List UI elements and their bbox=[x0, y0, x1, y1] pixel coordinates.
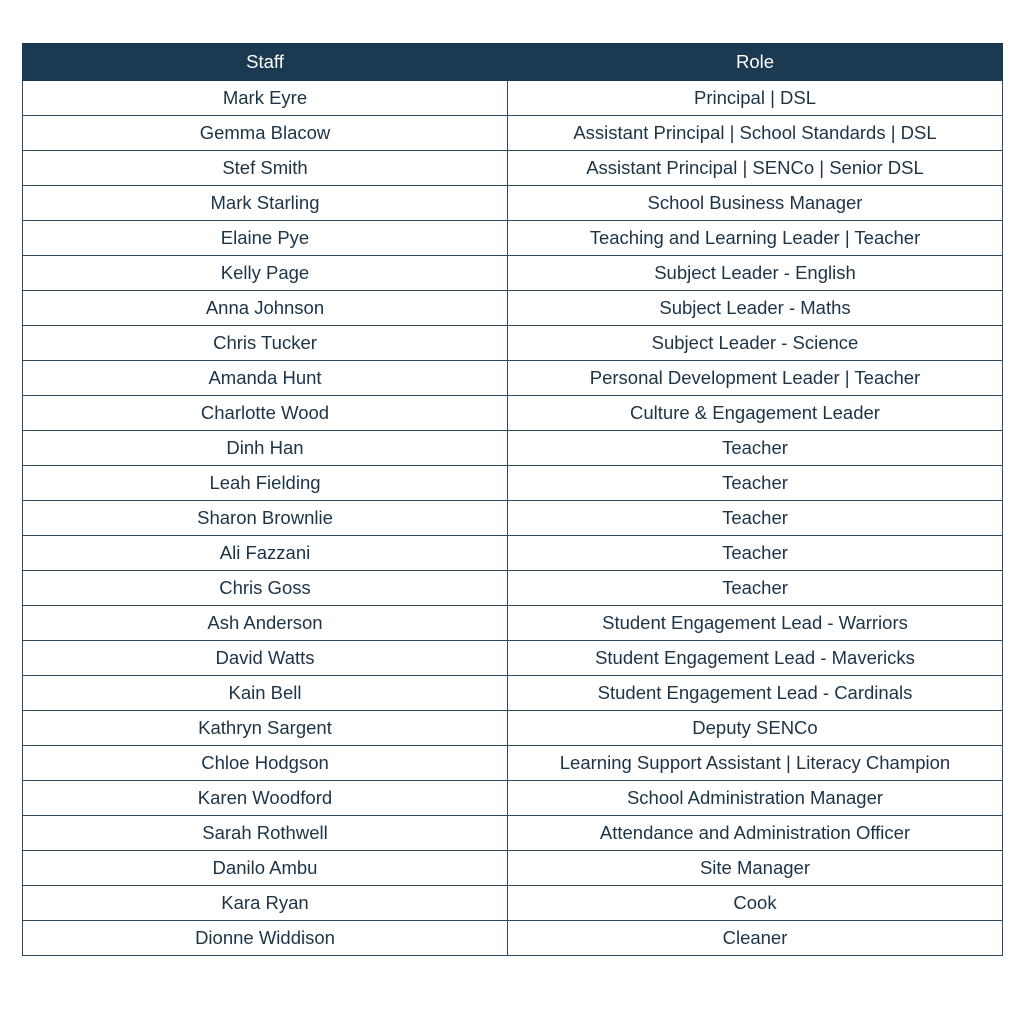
staff-name-cell: David Watts bbox=[23, 641, 508, 676]
role-cell: Subject Leader - Maths bbox=[508, 291, 1003, 326]
role-cell: Principal | DSL bbox=[508, 81, 1003, 116]
role-cell: Student Engagement Lead - Warriors bbox=[508, 606, 1003, 641]
role-cell: Student Engagement Lead - Cardinals bbox=[508, 676, 1003, 711]
table-row bbox=[23, 606, 1003, 641]
table-row bbox=[23, 746, 1003, 781]
staff-name-cell: Sarah Rothwell bbox=[23, 816, 508, 851]
table-row bbox=[23, 676, 1003, 711]
staff-name-cell: Kathryn Sargent bbox=[23, 711, 508, 746]
staff-name-cell: Chris Tucker bbox=[23, 326, 508, 361]
staff-name-cell: Ali Fazzani bbox=[23, 536, 508, 571]
staff-name-cell: Charlotte Wood bbox=[23, 396, 508, 431]
table-row bbox=[23, 326, 1003, 361]
staff-name-cell: Mark Eyre bbox=[23, 81, 508, 116]
staff-name-cell: Sharon Brownlie bbox=[23, 501, 508, 536]
role-cell: Deputy SENCo bbox=[508, 711, 1003, 746]
table-row bbox=[23, 851, 1003, 886]
table-row bbox=[23, 571, 1003, 606]
role-cell: Teacher bbox=[508, 571, 1003, 606]
role-cell: Personal Development Leader | Teacher bbox=[508, 361, 1003, 396]
staff-name-cell: Amanda Hunt bbox=[23, 361, 508, 396]
staff-name-cell: Chris Goss bbox=[23, 571, 508, 606]
role-cell: School Business Manager bbox=[508, 186, 1003, 221]
role-cell: Teaching and Learning Leader | Teacher bbox=[508, 221, 1003, 256]
staff-name-cell: Dinh Han bbox=[23, 431, 508, 466]
column-header-staff: Staff bbox=[23, 44, 508, 81]
role-cell: Subject Leader - Science bbox=[508, 326, 1003, 361]
role-cell: Assistant Principal | SENCo | Senior DSL bbox=[508, 151, 1003, 186]
staff-name-cell: Ash Anderson bbox=[23, 606, 508, 641]
staff-table bbox=[22, 43, 1003, 956]
table-row bbox=[23, 886, 1003, 921]
staff-name-cell: Elaine Pye bbox=[23, 221, 508, 256]
table-row bbox=[23, 816, 1003, 851]
role-cell: Teacher bbox=[508, 466, 1003, 501]
role-cell: Culture & Engagement Leader bbox=[508, 396, 1003, 431]
table-row bbox=[23, 641, 1003, 676]
header-row bbox=[23, 44, 1003, 81]
role-cell: Cook bbox=[508, 886, 1003, 921]
table-row bbox=[23, 81, 1003, 116]
table-row bbox=[23, 361, 1003, 396]
staff-name-cell: Chloe Hodgson bbox=[23, 746, 508, 781]
column-header-role: Role bbox=[508, 44, 1003, 81]
table-row bbox=[23, 921, 1003, 956]
table-row bbox=[23, 186, 1003, 221]
role-cell: Subject Leader - English bbox=[508, 256, 1003, 291]
staff-name-cell: Kara Ryan bbox=[23, 886, 508, 921]
role-cell: Teacher bbox=[508, 536, 1003, 571]
role-cell: Assistant Principal | School Standards | DSL bbox=[508, 116, 1003, 151]
staff-name-cell: Kain Bell bbox=[23, 676, 508, 711]
role-cell: Site Manager bbox=[508, 851, 1003, 886]
table-row bbox=[23, 501, 1003, 536]
role-cell: Attendance and Administration Officer bbox=[508, 816, 1003, 851]
table-header bbox=[23, 44, 1003, 81]
role-cell: Student Engagement Lead - Mavericks bbox=[508, 641, 1003, 676]
staff-name-cell: Dionne Widdison bbox=[23, 921, 508, 956]
staff-name-cell: Mark Starling bbox=[23, 186, 508, 221]
staff-name-cell: Karen Woodford bbox=[23, 781, 508, 816]
table-row bbox=[23, 711, 1003, 746]
table-body bbox=[23, 81, 1003, 956]
staff-name-cell: Danilo Ambu bbox=[23, 851, 508, 886]
table-row bbox=[23, 396, 1003, 431]
staff-name-cell: Gemma Blacow bbox=[23, 116, 508, 151]
table-row bbox=[23, 256, 1003, 291]
table-row bbox=[23, 221, 1003, 256]
role-cell: Learning Support Assistant | Literacy Champion bbox=[508, 746, 1003, 781]
staff-name-cell: Anna Johnson bbox=[23, 291, 508, 326]
role-cell: Cleaner bbox=[508, 921, 1003, 956]
table-row bbox=[23, 431, 1003, 466]
table-row bbox=[23, 466, 1003, 501]
role-cell: School Administration Manager bbox=[508, 781, 1003, 816]
table-row bbox=[23, 151, 1003, 186]
staff-name-cell: Leah Fielding bbox=[23, 466, 508, 501]
role-cell: Teacher bbox=[508, 501, 1003, 536]
table-row bbox=[23, 781, 1003, 816]
staff-name-cell: Kelly Page bbox=[23, 256, 508, 291]
table-row bbox=[23, 536, 1003, 571]
table-row bbox=[23, 291, 1003, 326]
role-cell: Teacher bbox=[508, 431, 1003, 466]
table-row bbox=[23, 116, 1003, 151]
staff-name-cell: Stef Smith bbox=[23, 151, 508, 186]
